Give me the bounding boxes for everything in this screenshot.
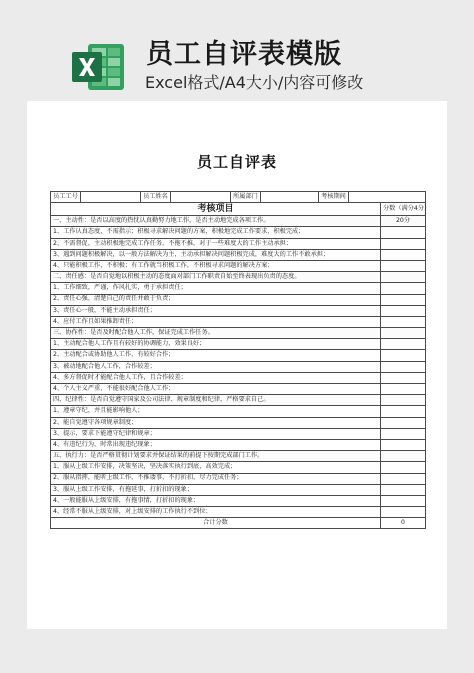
- criteria-row: [51, 428, 426, 439]
- department-field[interactable]: [261, 192, 319, 203]
- employee-id-field[interactable]: [81, 192, 141, 203]
- criteria-score-cell[interactable]: [381, 417, 426, 428]
- criteria-text: 2、主动配合或协助他人工作，有较好合作；: [51, 350, 381, 361]
- criteria-text: 2、服从指挥，能听上级工作，不推诿事，不打折扣，尽力完成任务；: [51, 473, 381, 484]
- section-score-cell[interactable]: [381, 328, 426, 339]
- criteria-text: 4、一般能服从上级安排，有拖事情，打折扣的现象；: [51, 495, 381, 506]
- criteria-score-cell[interactable]: [381, 406, 426, 417]
- section-row: [51, 216, 426, 227]
- template-banner: [0, 0, 474, 98]
- criteria-score-cell[interactable]: [381, 372, 426, 383]
- criteria-text: 3、遇到问题积极解决，以一般方法解决为主，主动承担解决问题积极完成，难度大的工作不敢承担；: [51, 249, 381, 260]
- criteria-row: [51, 384, 426, 395]
- criteria-row: [51, 238, 426, 249]
- criteria-score-cell[interactable]: [381, 238, 426, 249]
- criteria-score-cell[interactable]: [381, 316, 426, 327]
- document-title: 员工自评表: [196, 153, 277, 171]
- criteria-text: 2、能自觉遵守各项规章制度；: [51, 417, 381, 428]
- criteria-row: [51, 417, 426, 428]
- criteria-text: 3、服从上级工作安排，有拖延事，打折扣的现象；: [51, 484, 381, 495]
- criteria-row: [51, 283, 426, 294]
- total-label: 合计分数: [51, 518, 381, 529]
- criteria-row: [51, 305, 426, 316]
- section-title: 二、责任感：是否自觉地以积极主动的态度面对部门工作职责自始至终表现出负责的态度。: [51, 272, 381, 283]
- criteria-row: [51, 439, 426, 450]
- section-title: 三、协作性：是否及时配合他人工作，保证完成工作任务。: [51, 328, 381, 339]
- criteria-row: [51, 462, 426, 473]
- section-row: [51, 272, 426, 283]
- criteria-row: [51, 260, 426, 271]
- criteria-row: [51, 361, 426, 372]
- criteria-score-cell[interactable]: [381, 507, 426, 518]
- criteria-row: [51, 339, 426, 350]
- review-period-field[interactable]: [349, 192, 426, 203]
- criteria-text: 3、被动地配合他人工作，合作较差；: [51, 361, 381, 372]
- criteria-text: 1、工作认真态度，不需指示；积极寻求解决问题的方案，积极地完成工作要求，积极完成；: [51, 227, 381, 238]
- criteria-score-cell[interactable]: [381, 361, 426, 372]
- excel-logo-icon: [70, 42, 126, 92]
- section-score-cell[interactable]: 20分: [381, 216, 426, 227]
- criteria-row: [51, 372, 426, 383]
- criteria-score-cell[interactable]: [381, 294, 426, 305]
- header-row: [51, 203, 426, 216]
- criteria-text: 1、工作细致，严谨，作风扎实，勇于承担责任；: [51, 283, 381, 294]
- section-row: [51, 328, 426, 339]
- criteria-score-cell[interactable]: [381, 283, 426, 294]
- criteria-text: 3、提示，要求下能遵守纪律和规章；: [51, 428, 381, 439]
- total-score-cell[interactable]: 0: [381, 518, 426, 529]
- criteria-text: 4、个人主义严重，不能很好配合他人工作；: [51, 384, 381, 395]
- criteria-score-cell[interactable]: [381, 350, 426, 361]
- section-score-cell[interactable]: [381, 272, 426, 283]
- criteria-score-cell[interactable]: [381, 428, 426, 439]
- label-employee-name: 员工姓名: [141, 192, 171, 203]
- criteria-score-cell[interactable]: [381, 439, 426, 450]
- criteria-row: [51, 484, 426, 495]
- criteria-row: [51, 495, 426, 506]
- label-department: 所属部门: [231, 192, 261, 203]
- banner-subtitle: Excel格式/A4大小/内容可修改: [145, 73, 364, 92]
- criteria-row: [51, 507, 426, 518]
- criteria-text: 1、服从上级工作安排，决策坚决，坚决落实执行到底，高效完成；: [51, 462, 381, 473]
- criteria-score-cell[interactable]: [381, 462, 426, 473]
- total-row: [51, 518, 426, 529]
- criteria-score-cell[interactable]: [381, 249, 426, 260]
- criteria-score-cell[interactable]: [381, 384, 426, 395]
- criteria-row: [51, 227, 426, 238]
- criteria-score-cell[interactable]: [381, 260, 426, 271]
- info-row: [51, 192, 426, 203]
- section-score-cell[interactable]: [381, 451, 426, 462]
- criteria-text: 1、遵章守纪，并且能影响他人；: [51, 406, 381, 417]
- evaluation-table: [50, 191, 431, 529]
- section-score-cell[interactable]: [381, 395, 426, 406]
- criteria-row: [51, 316, 426, 327]
- banner-title: 员工自评表模版: [146, 39, 342, 70]
- employee-name-field[interactable]: [171, 192, 231, 203]
- criteria-score-cell[interactable]: [381, 484, 426, 495]
- header-score: 分数（满分4分）: [381, 203, 426, 216]
- criteria-text: 4、有违纪行为，时常出现违纪现象；: [51, 439, 381, 450]
- criteria-text: 4、多方督促时才能配合他人工作，且合作较差；: [51, 372, 381, 383]
- section-title: 一、主动性：是否以高度的热忱认真勤努力地工作，是否主动地完成各项工作。: [51, 216, 381, 227]
- criteria-text: 3、责任心一般，不能主动承担责任；: [51, 305, 381, 316]
- section-row: [51, 395, 426, 406]
- criteria-score-cell[interactable]: [381, 339, 426, 350]
- header-items: 考核项目: [51, 203, 381, 216]
- criteria-row: [51, 473, 426, 484]
- criteria-score-cell[interactable]: [381, 305, 426, 316]
- section-row: [51, 451, 426, 462]
- criteria-text: 2、责任心强，清楚自己的责任并敢于负责；: [51, 294, 381, 305]
- criteria-score-cell[interactable]: [381, 495, 426, 506]
- criteria-text: 4、应付工作且如果推卸责任；: [51, 316, 381, 327]
- criteria-score-cell[interactable]: [381, 227, 426, 238]
- label-employee-id: 员工工号: [51, 192, 81, 203]
- criteria-row: [51, 406, 426, 417]
- criteria-text: 2、不需督促，主动积极地完成工作任务，不拖不推，对于一些难度大的工作主动承担；: [51, 238, 381, 249]
- section-title: 五、执行力：是否严格贯彻计划要求并保证结果的前提下按期完成部门工作。: [51, 451, 381, 462]
- criteria-text: 4、经常不服从上级安排，对上级安排的工作执行不到位；: [51, 507, 381, 518]
- document-page: [27, 101, 447, 629]
- criteria-score-cell[interactable]: [381, 473, 426, 484]
- criteria-row: [51, 294, 426, 305]
- label-review-period: 考核期间: [319, 192, 349, 203]
- criteria-text: 4、只能积极工作，不积极；有工作就当积极工作，不积极寻求问题的解决方案；: [51, 260, 381, 271]
- criteria-row: [51, 249, 426, 260]
- criteria-row: [51, 350, 426, 361]
- criteria-text: 1、主动配合他人工作且有较好的协调能力，效果良好；: [51, 339, 381, 350]
- section-title: 四、纪律性：是否自觉遵守国家及公司法律、规章制度和纪律，严格要求自己。: [51, 395, 381, 406]
